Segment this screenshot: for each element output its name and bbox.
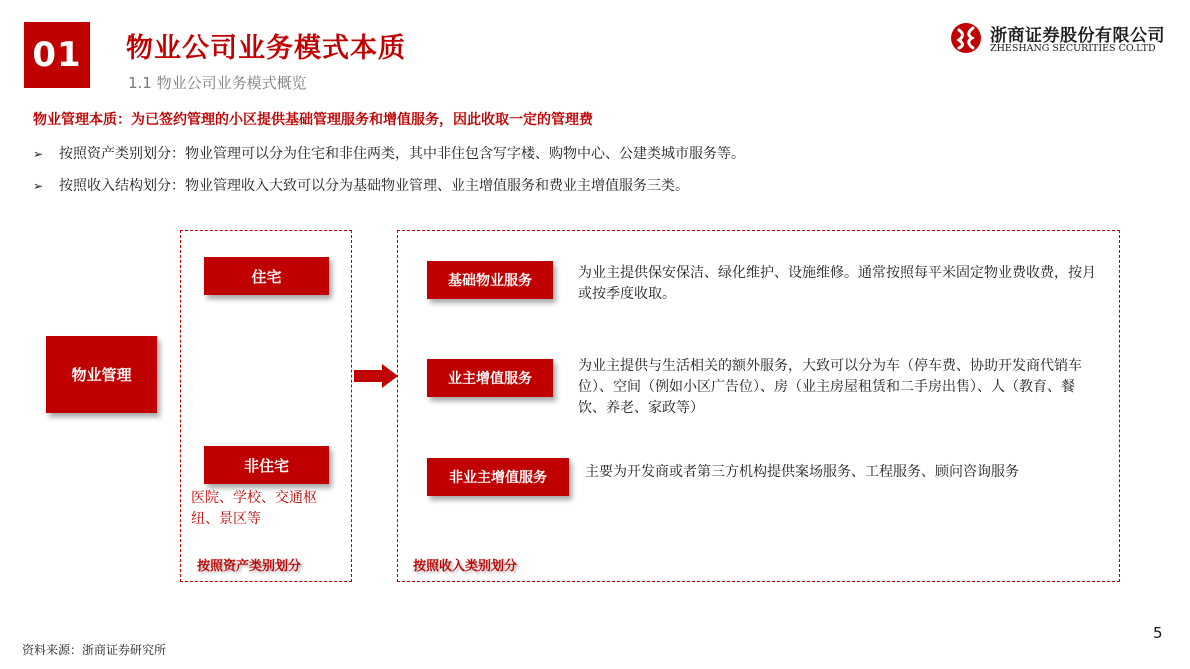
- company-logo: [950, 20, 1170, 60]
- asset-node-non-residential: 非住宅: [204, 446, 329, 484]
- root-node: 物业管理: [46, 336, 157, 413]
- intro-lead: 物业管理本质：为已签约管理的小区提供基础管理服务和增值服务，因此收取一定的管理费: [33, 112, 593, 128]
- logo-name-cn: 浙商证券股份有限公司: [990, 26, 1165, 46]
- arrow-bullet-icon: ➢: [33, 147, 44, 161]
- bullet-text: 按照收入结构划分：物业管理收入大致可以分为基础物业管理、业主增值服务和费业主增值服务三类。: [59, 178, 689, 194]
- income-node-basic: 基础物业服务: [427, 261, 553, 299]
- source-note: 资料来源：浙商证券研究所: [22, 643, 167, 657]
- asset-node-residential: 住宅: [204, 257, 329, 295]
- page-title: 物业公司业务模式本质: [126, 33, 406, 64]
- income-desc-owner-value-added: 为业主提供与生活相关的额外服务，大致可以分为车（停车费、协助开发商代销车位）、空间（例如小区广告位）、房（业主房屋租赁和二手房出售）、人（教育、餐饮、养老、家政等）: [578, 358, 1082, 416]
- page-number: 5: [1153, 624, 1163, 642]
- page-subtitle: 1.1 物业公司业务模式概览: [128, 74, 307, 92]
- income-node-owner-value-added: 业主增值服务: [427, 359, 553, 397]
- section-number-badge: 01: [24, 22, 90, 88]
- asset-group-caption: 按照资产类别划分: [197, 559, 302, 574]
- intro-bullet: [33, 175, 689, 195]
- income-desc-non-owner-value-added: 主要为开发商或者第三方机构提供案场服务、工程服务、顾问咨询服务: [585, 464, 1019, 480]
- income-node-non-owner-value-added: 非业主增值服务: [427, 458, 569, 496]
- income-group-caption: 按照收入类别划分: [413, 559, 518, 574]
- zheshang-logo-icon: [950, 22, 982, 54]
- non-residential-desc: 医院、学校、交通枢纽、景区等: [191, 490, 317, 527]
- arrow-bullet-icon: ➢: [33, 179, 44, 193]
- bullet-text: 按照资产类别划分：物业管理可以分为住宅和非住两类，其中非住包含写字楼、购物中心、公建类城市服务等。: [59, 146, 745, 162]
- intro-bullet: [33, 143, 745, 163]
- income-desc-basic: 为业主提供保安保洁、绿化维护、设施维修。通常按照每平米固定物业费收费，按月或按季度收取。: [578, 265, 1096, 302]
- right-arrow-icon: [354, 364, 398, 388]
- logo-name-en: ZHESHANG SECURITIES CO.LTD: [990, 43, 1156, 54]
